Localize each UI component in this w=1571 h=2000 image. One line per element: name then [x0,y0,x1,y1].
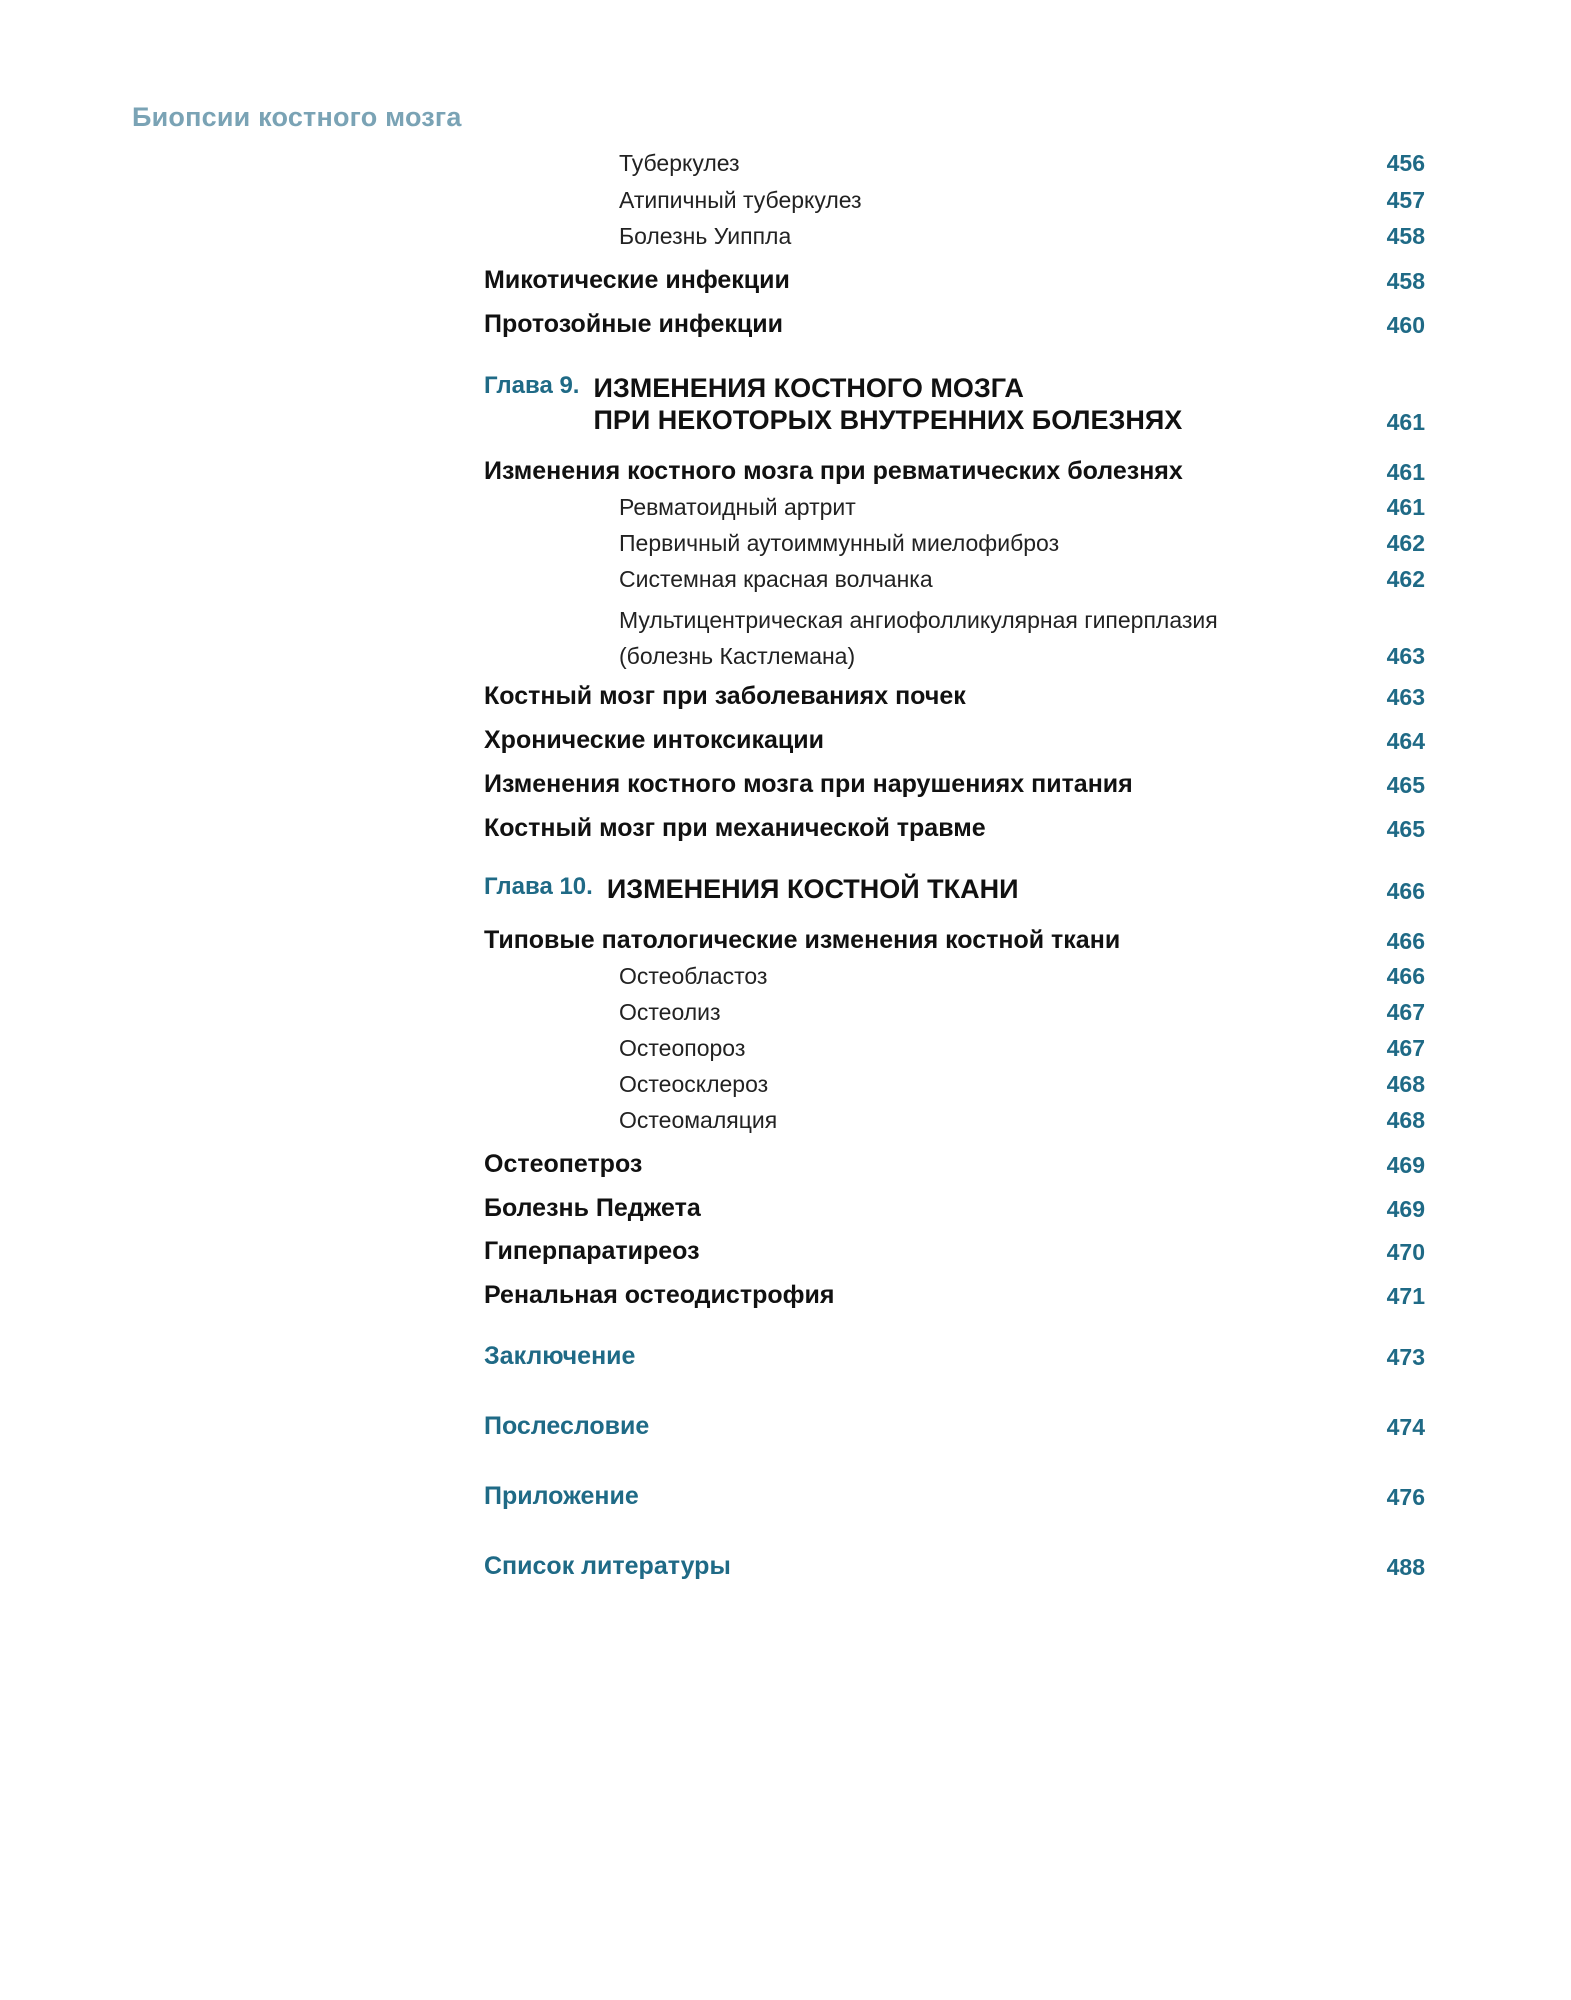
toc-entry-page: 457 [1386,187,1425,213]
toc-entry-rheumatic[interactable] [484,457,1425,486]
chapter-title [484,873,1019,905]
toc-entry-title: Остеопороз [619,1035,746,1061]
toc-entry-page: 462 [1386,566,1425,592]
toc-entry-title: Системная красная волчанка [619,566,933,592]
toc-entry-osteomalacia[interactable] [484,1107,1425,1134]
toc-entry-page: 463 [1386,643,1425,669]
toc-entry-title: Остеолиз [619,999,721,1025]
toc-entry-primary-myelofibrosis[interactable] [484,530,1425,557]
toc-entry-page: 474 [1386,1414,1425,1440]
toc-entry-atypical-tb[interactable] [484,187,1425,214]
toc-entry-title: Остеосклероз [619,1071,769,1097]
toc-entry-title: Список литературы [484,1552,731,1580]
toc-entry-kidney[interactable] [484,682,1425,711]
toc-chapter-9[interactable] [484,372,1425,436]
toc-entry-title: Атипичный туберкулез [619,187,862,213]
toc-entry-intox[interactable] [484,726,1425,755]
toc-entry-references[interactable] [484,1552,1425,1581]
toc-entry-title: Типовые патологические изменения костной ткани [484,926,1121,954]
toc-entry-title-line1: Мультицентрическая ангиофолликулярная гиперплазия [619,607,1218,633]
toc-entry-page: 466 [1386,928,1425,954]
toc-entry-title: Послесловие [484,1412,650,1440]
toc-entry-page: 476 [1386,1484,1425,1510]
toc-entry-title: Гиперпаратиреоз [484,1237,700,1265]
toc-entry-title: Приложение [484,1482,639,1510]
chapter-label: Глава 9. [484,372,580,399]
toc-entry-page: 470 [1386,1239,1425,1265]
toc-entry-title: Ренальная остеодистрофия [484,1281,835,1309]
toc-entry-protozoan[interactable] [484,310,1425,339]
toc-entry-title [484,602,1218,674]
chapter-name [607,873,1019,905]
toc-entry-ra[interactable] [484,494,1425,521]
toc-entry-afterword[interactable] [484,1412,1425,1441]
toc-entry-conclusion[interactable] [484,1342,1425,1371]
toc-entry-title: Изменения костного мозга при ревматических болезнях [484,457,1183,485]
toc-entry-page: 461 [1386,409,1425,435]
toc-entry-page: 467 [1386,1035,1425,1061]
toc-entry-tuberculosis[interactable] [484,150,1425,177]
toc-entry-page: 466 [1386,878,1425,904]
toc-entry-osteosclerosis[interactable] [484,1071,1425,1098]
toc-chapter-10[interactable] [484,873,1425,905]
toc-entry-page: 469 [1386,1152,1425,1178]
toc-entry-page: 465 [1386,816,1425,842]
toc-entry-page: 468 [1386,1107,1425,1133]
chapter-name-line1: ИЗМЕНЕНИЯ КОСТНОЙ ТКАНИ [606,874,1019,904]
toc-entry-page: 466 [1386,963,1425,989]
toc-entry-page: 464 [1386,728,1425,754]
toc-entry-page: 461 [1386,494,1425,520]
toc-entry-nutrition[interactable] [484,770,1425,799]
toc-entry-title: Остеомаляция [619,1107,778,1133]
chapter-label: Глава 10. [484,873,593,900]
toc-entry-renal-osteo[interactable] [484,1281,1425,1310]
toc-entry-title: Ревматоидный артрит [619,494,856,520]
toc-entry-page: 469 [1386,1196,1425,1222]
toc-entry-title: Остеопетроз [484,1150,643,1178]
chapter-title [484,372,1182,436]
toc-entry-osteopetrosis[interactable] [484,1150,1425,1179]
toc-entry-typical[interactable] [484,926,1425,955]
toc-entry-appendix[interactable] [484,1482,1425,1511]
toc-entry-title: Туберкулез [619,150,740,176]
toc-entry-mycotic[interactable] [484,266,1425,295]
toc-entry-page: 473 [1386,1344,1425,1370]
toc-entry-page: 488 [1386,1554,1425,1580]
toc-entry-title: Протозойные инфекции [484,310,784,338]
toc-entry-title: Болезнь Уиппла [619,223,792,249]
toc-entry-sle[interactable] [484,566,1425,593]
toc-entry-title: Костный мозг при механической травме [484,814,986,842]
toc-entry-title-line2: (болезнь Кастлемана) [619,643,856,669]
toc-entry-title: Заключение [484,1342,636,1370]
toc-entry-castleman[interactable] [484,602,1425,674]
toc-entry-title: Изменения костного мозга при нарушениях питания [484,770,1133,798]
toc-entry-page: 465 [1386,772,1425,798]
toc-entry-title: Первичный аутоиммунный миелофиброз [619,530,1060,556]
toc-entry-title: Микотические инфекции [484,266,790,294]
toc-entry-osteoporosis[interactable] [484,1035,1425,1062]
chapter-name-line2: ПРИ НЕКОТОРЫХ ВНУТРЕННИХ БОЛЕЗНЯХ [593,405,1183,435]
toc-entry-paget[interactable] [484,1194,1425,1223]
toc-entry-whipple[interactable] [484,223,1425,250]
toc-entry-title: Хронические интоксикации [484,726,825,754]
toc-entry-title: Остеобластоз [619,963,768,989]
toc-entry-trauma[interactable] [484,814,1425,843]
toc-entry-hyperpara[interactable] [484,1237,1425,1266]
toc-entry-page: 456 [1386,150,1425,176]
toc-entry-page: 460 [1386,312,1425,338]
toc-entry-osteoblastosis[interactable] [484,963,1425,990]
toc-entry-page: 463 [1386,684,1425,710]
toc-entry-osteolysis[interactable] [484,999,1425,1026]
toc-entry-title: Болезнь Педжета [484,1194,701,1222]
chapter-name-line1: ИЗМЕНЕНИЯ КОСТНОГО МОЗГА [593,373,1024,403]
toc-entry-page: 462 [1386,530,1425,556]
toc-entry-page: 461 [1386,459,1425,485]
toc-entry-page: 458 [1386,268,1425,294]
toc-entry-page: 458 [1386,223,1425,249]
toc-entry-page: 468 [1386,1071,1425,1097]
toc-entry-title: Костный мозг при заболеваниях почек [484,682,966,710]
running-head: Биопсии костного мозга [132,102,462,132]
toc-entry-page: 471 [1386,1283,1425,1309]
toc-entry-page: 467 [1386,999,1425,1025]
chapter-name [593,372,1182,436]
